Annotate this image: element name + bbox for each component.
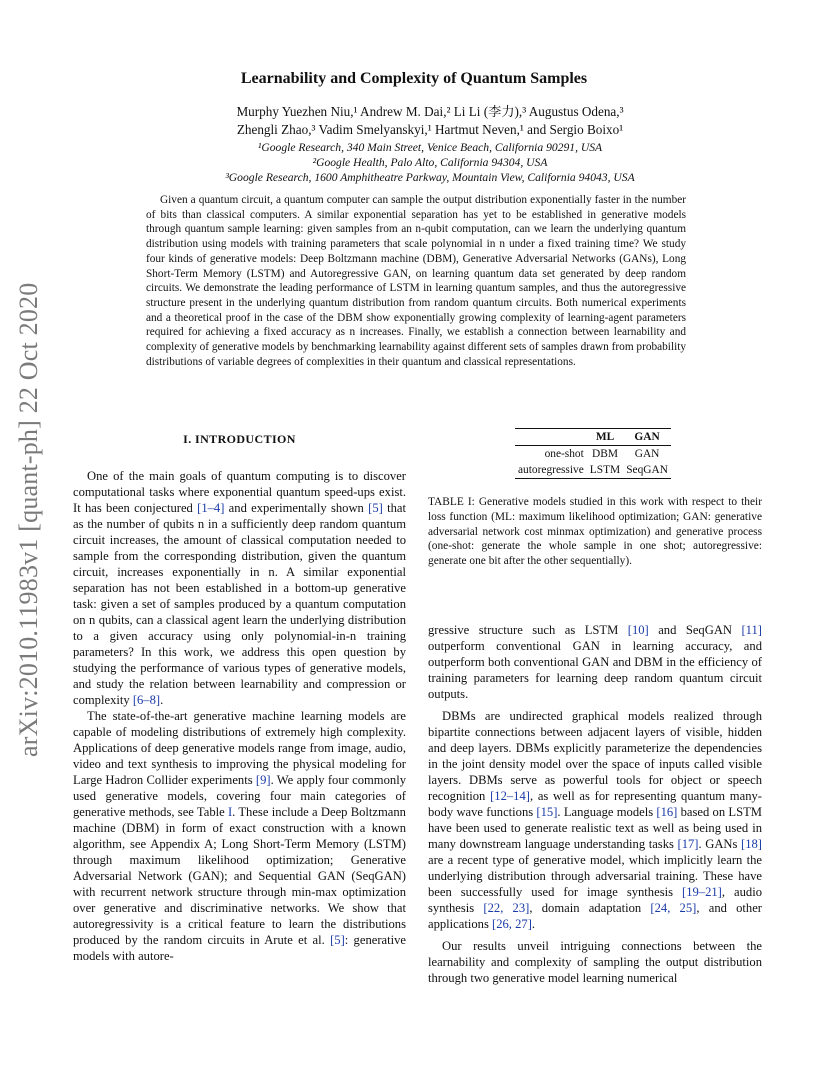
author-list bbox=[150, 103, 710, 139]
citation-link[interactable]: [17] bbox=[677, 837, 699, 851]
table-cell: DBM bbox=[592, 448, 618, 460]
paragraph: Our results unveil intriguing connections between the learnability and complexity of sampling the output distribution through two generative model learning numerical bbox=[428, 939, 762, 985]
paragraph-text: . bbox=[531, 917, 536, 931]
table-caption: TABLE I: Generative models studied in this work with respect to their loss function (ML: maximum likelihood optimization; GAN: generative adversarial network cost minmax optimization) and generative process (one-shot: generate the whole sample in one shot; autoregressive: generate one bit after the other sequentially). bbox=[428, 496, 762, 568]
paragraph-text: , domain adaptation bbox=[529, 901, 651, 915]
table-row-label: autoregressive bbox=[518, 464, 584, 476]
paragraph-text: outperform conventional GAN in learning accuracy, and outperform both conventional GAN and DBM in the efficiency of training parameters for learning deep random quantum circuit outputs. bbox=[428, 639, 762, 701]
models-table bbox=[515, 428, 671, 479]
citation-link[interactable]: [15] bbox=[536, 805, 558, 819]
affiliation-3: ³Google Research, 1600 Amphitheatre Parkway, Mountain View, California 94043, USA bbox=[225, 171, 635, 184]
paragraph-text: and experimentally shown bbox=[224, 501, 369, 515]
table-cell: LSTM bbox=[589, 464, 621, 476]
paragraph-text: , as well as for representing quantum many-body wave functions bbox=[428, 789, 762, 819]
table-header-cell: ML bbox=[595, 431, 615, 443]
paragraph-text: gressive structure such as LSTM bbox=[428, 623, 628, 637]
arxiv-identifier-stamp: arXiv:2010.11983v1 [quant-ph] 22 Oct 2020 bbox=[14, 282, 43, 758]
affiliations bbox=[150, 140, 710, 185]
paragraph-text: . Language models bbox=[557, 805, 657, 819]
right-column bbox=[428, 622, 762, 986]
abstract: Given a quantum circuit, a quantum computer can sample the output distribution exponentially faster in the number of bits than classical computers. A similar exponential separation has yet to be established in generative models through quantum sample learning: given samples from an n-qubit computation, can we learn the underlying quantum distribution using models with training parameters that scale polynomial in n under a fixed training time? We study four kinds of generative models: Deep Boltzmann machine (DBM), Generative Adversarial Networks (GANs), Long Short-Term Memory (LSTM) and Autoregressive GAN, on learning quantum data set generated by deep random circuits. We demonstrate the leading performance of LSTM in learning quantum samples, and thus the autoregressive structure present in the underlying quantum distribution from random quantum circuits. Both numerical experiments and a theoretical proof in the case of the DBM show exponentially growing complexity of learning-agent parameters required for achieving a fixed accuracy as n increases. Finally, we establish a connection between learnability and complexity of generative models by benchmarking learnability against different sets of samples drawn from probability distributions of variable degrees of complexities in their quantum and classical representations. bbox=[146, 194, 687, 368]
paragraph bbox=[428, 708, 762, 932]
paragraph-text: . bbox=[160, 693, 164, 707]
table-header-cell bbox=[515, 429, 587, 446]
paragraph bbox=[73, 468, 406, 708]
paragraph-text: . These include a Deep Boltzmann machine (DBM) in form of exact construction with a known algorithm, see Appendix A; Long Short-Term Memory (LSTM) through maximum likelihood optimization; Generative Adversarial Network (GAN); and Sequential GAN (SeqGAN) with recurrent network structure through min-max optimization over generative and discriminative networks. We show that autoregressivity is a critical feature to learn the distributions produced by the random circuits in Arute et al. bbox=[73, 805, 406, 947]
table-cell: GAN bbox=[634, 448, 660, 460]
citation-link[interactable]: [11] bbox=[741, 623, 762, 637]
paragraph-text: , and other applications bbox=[428, 901, 763, 931]
table-header-cell: GAN bbox=[634, 431, 660, 443]
citation-link[interactable]: [18] bbox=[741, 837, 762, 851]
citation-link[interactable]: [19–21] bbox=[682, 885, 722, 899]
paragraph-text: , audio synthesis bbox=[428, 885, 762, 915]
citation-link[interactable]: [12–14] bbox=[490, 789, 530, 803]
table-row-label: one-shot bbox=[544, 448, 584, 460]
citation-link[interactable]: [10] bbox=[627, 623, 649, 637]
citation-link[interactable]: [9] bbox=[255, 773, 271, 787]
citation-link[interactable]: [24, 25] bbox=[650, 901, 697, 915]
paragraph-text: and SeqGAN bbox=[648, 623, 742, 637]
paragraph-text: are a recent type of generative model, which implicitly learn the underlying distribution through adversarial training. These have been successfully used for image synthesis bbox=[428, 853, 762, 899]
citation-link[interactable]: [5] bbox=[330, 933, 345, 947]
paragraph-text: DBMs are undirected graphical models realized through bipartite connections between adjacent layers of visible, hidden and deep layers. DBMs explicitly parameterize the dependencies in the joint density model over the space of inputs called visible layers. DBMs serve as powerful tools for object or speech recognition bbox=[428, 709, 762, 803]
citation-link[interactable]: [5] bbox=[368, 501, 383, 515]
paragraph bbox=[73, 708, 406, 964]
paragraph-text: One of the main goals of quantum computing is to discover computational tasks where exponential quantum speed-ups exist. It has been conjectured bbox=[73, 469, 406, 515]
paragraph-text: . We apply four commonly used generative models, covering four main categories of generative methods, see Table bbox=[73, 773, 406, 819]
section-heading-introduction: I. INTRODUCTION bbox=[183, 432, 296, 446]
table-reference-link[interactable]: I bbox=[227, 805, 233, 819]
table-cell: SeqGAN bbox=[626, 464, 668, 476]
citation-link[interactable]: [6–8] bbox=[132, 693, 161, 707]
paragraph-text: . GANs bbox=[698, 837, 742, 851]
paragraph-text: that as the number of qubits n in a sufficiently deep random quantum circuit increases, the amount of classical computation needed to sample from the corresponding distribution, given the quantum circuit, increases exponentially in n. A similar exponential separation has not been established in a bottom-up generative task: given a set of samples produced by a quantum computation on n qubits, can a classical agent learn the underlying distribution to a given accuracy using only polynomial-in-n training parameters? In this work, we address this open question by studying the performance of various types of generative models, and study the relation between learnability and compression or complexity bbox=[73, 501, 406, 707]
citation-link[interactable]: [22, 23] bbox=[483, 901, 530, 915]
paragraph-text: The state-of-the-art generative machine learning models are capable of modeling distributions of extremely high complexity. Applications of deep generative models range from image, audio, video and text synthesis to improving the physical modeling for Large Hadron Collider experiments bbox=[73, 709, 406, 787]
table-header-row bbox=[515, 429, 671, 446]
paragraph-text: based on LSTM have been used to generate realistic text as well as being used in many downstream language understanding tasks bbox=[428, 805, 762, 851]
affiliation-1: ¹Google Research, 340 Main Street, Venice Beach, California 90291, USA bbox=[257, 141, 603, 154]
citation-link[interactable]: [26, 27] bbox=[492, 917, 532, 931]
affiliation-2: ²Google Health, Palo Alto, California 94304, USA bbox=[312, 156, 548, 169]
citation-link[interactable]: [16] bbox=[656, 805, 678, 819]
table-row bbox=[515, 446, 671, 463]
paragraph bbox=[428, 622, 762, 702]
citation-link[interactable]: [1–4] bbox=[197, 501, 225, 515]
left-column bbox=[73, 468, 406, 964]
paragraph-text: : generative models with autore- bbox=[73, 933, 406, 963]
author-line-2: Zhengli Zhao,³ Vadim Smelyanskyi,¹ Hartmut Neven,¹ and Sergio Boixo¹ bbox=[236, 122, 624, 137]
author-line-1: Murphy Yuezhen Niu,¹ Andrew M. Dai,² Li Li (李力),³ Augustus Odena,³ bbox=[236, 104, 624, 119]
paper-title: Learnability and Complexity of Quantum Samples bbox=[240, 70, 588, 87]
table-row bbox=[515, 462, 671, 479]
